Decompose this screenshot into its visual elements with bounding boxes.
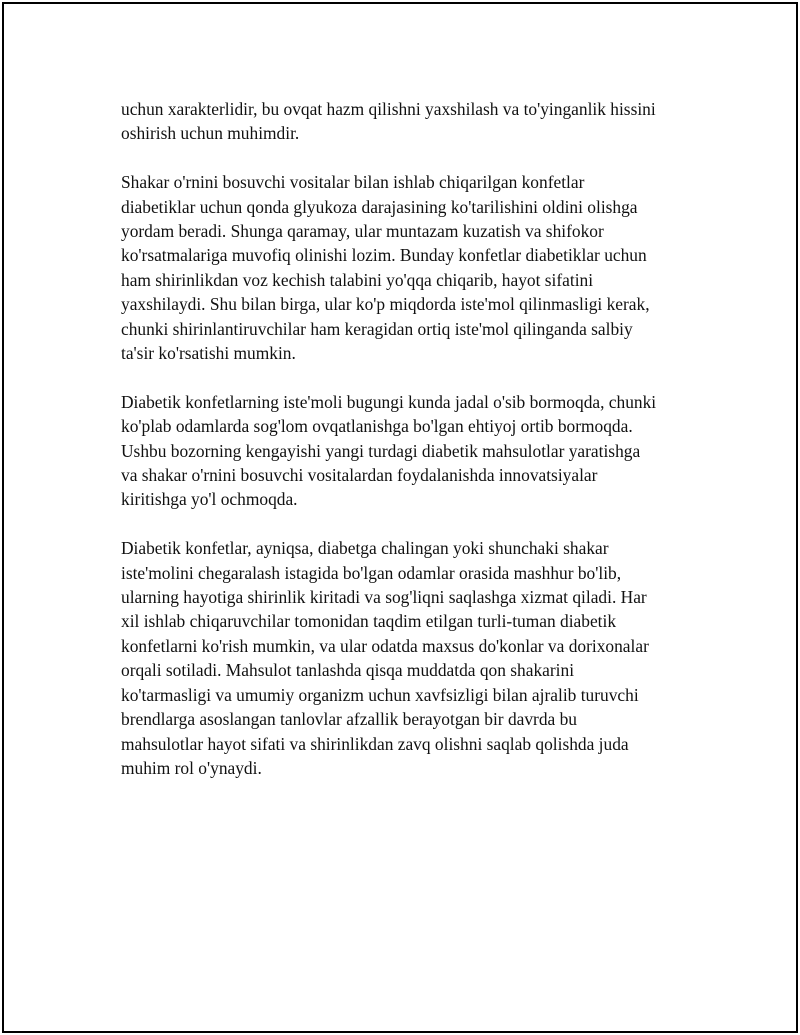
text-line: iste'molini chegaralash istagida bo'lgan odamlar orasida mashhur bo'lib, <box>121 562 622 583</box>
paragraph-2 <box>121 170 701 365</box>
paragraph-3 <box>121 390 701 512</box>
text-line: kiritishga yo'l ochmoqda. <box>121 489 298 510</box>
text-line: muhim rol o'ynaydi. <box>121 757 262 778</box>
document-page <box>2 2 798 1033</box>
text-line: uchun xarakterlidir, bu ovqat hazm qilishni yaxshilash va to'yinganlik hissini <box>121 99 656 119</box>
text-line: yaxshilaydi. Shu bilan birga, ular ko'p miqdorda iste'mol qilinmasligi kerak, <box>121 294 650 315</box>
text-line: ko'plab odamlarda sog'lom ovqatlanishga bo'lgan ehtiyoj ortib bormoqda. <box>121 416 633 437</box>
text-line: konfetlarni ko'rish mumkin, va ular odatda maxsus do'konlar va dorixonalar <box>121 635 649 656</box>
text-line: ularning hayotiga shirinlik kiritadi va sog'liqni saqlashga xizmat qiladi. Har <box>121 587 647 608</box>
text-line: Diabetik konfetlar, ayniqsa, diabetga chalingan yoki shunchaki shakar <box>121 538 609 559</box>
text-line: ham shirinlikdan voz kechish talabini yo'qqa chiqarib, hayot sifatini <box>121 269 594 290</box>
text-line: va shakar o'rnini bosuvchi vositalardan foydalanishda innovatsiyalar <box>121 465 598 486</box>
text-line: ko'tarmasligi va umumiy organizm uchun xavfsizligi bilan ajralib turuvchi <box>121 684 639 705</box>
text-line: diabetiklar uchun qonda glyukoza darajasining ko'tarilishini oldini olishga <box>121 196 638 217</box>
text-line: ko'rsatmalariga muvofiq olinishi lozim. Bunday konfetlar diabetiklar uchun <box>121 245 647 266</box>
text-line: oshirish uchun muhimdir. <box>121 123 300 144</box>
document-body <box>121 97 701 805</box>
text-line: Diabetik konfetlarning iste'moli bugungi kunda jadal o'sib bormoqda, chunki <box>121 391 657 412</box>
text-line: chunki shirinlantiruvchilar ham keragidan ortiq iste'mol qilinganda salbiy <box>121 318 633 339</box>
text-line: Ushbu bozorning kengayishi yangi turdagi diabetik mahsulotlar yaratishga <box>121 440 641 461</box>
text-line: mahsulotlar hayot sifati va shirinlikdan zavq olishni saqlab qolishda juda <box>121 733 629 754</box>
paragraph-1 <box>121 97 701 146</box>
text-line: xil ishlab chiqaruvchilar tomonidan taqdim etilgan turli-tuman diabetik <box>121 611 617 632</box>
text-line: Shakar o'rnini bosuvchi vositalar bilan ishlab chiqarilgan konfetlar <box>121 172 585 193</box>
paragraph-4 <box>121 536 701 780</box>
text-line: brendlarga asoslangan tanlovlar afzallik berayotgan bir davrda bu <box>121 709 578 730</box>
text-line: orqali sotiladi. Mahsulot tanlashda qisqa muddatda qon shakarini <box>121 660 575 681</box>
text-line: yordam beradi. Shunga qaramay, ular muntazam kuzatish va shifokor <box>121 221 604 242</box>
text-line: ta'sir ko'rsatishi mumkin. <box>121 343 296 364</box>
